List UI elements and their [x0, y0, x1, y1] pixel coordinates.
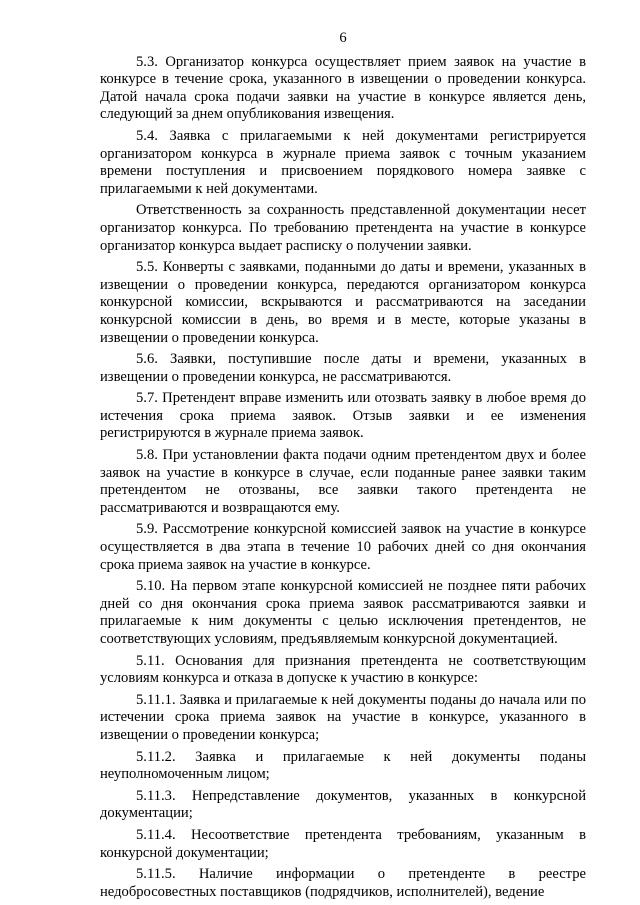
paragraph-5-11-5: 5.11.5. Наличие информации о претенденте в реестре недобросовестных поставщиков (подрядчиков, исполнителей), ведение	[100, 866, 586, 900]
paragraph-5-9: 5.9. Рассмотрение конкурсной комиссией заявок на участие в конкурсе осуществляется в два этапа в течение 10 рабочих дней со дня окончания срока приема заявок на участие в конкурсе.	[100, 521, 586, 573]
paragraph-5-3: 5.3. Организатор конкурса осуществляет прием заявок на участие в конкурсе в течение срока, указанного в извещении о проведении конкурса. Датой начала срока подачи заявки на участие в конкурсе является день, следующий за днем опубликования извещения.	[100, 53, 586, 123]
paragraph-5-7: 5.7. Претендент вправе изменить или отозвать заявку в любое время до истечения срока приема заявок. Отзыв заявки и ее изменения регистрируются в журнале приема заявок.	[100, 390, 586, 442]
paragraph-5-8: 5.8. При установлении факта подачи одним претендентом двух и более заявок на участие в конкурсе в случае, если поданные ранее заявки таким претендентом не отозваны, все заявки такого претендента не рассматриваются и возвращаются ему.	[100, 447, 586, 516]
paragraph-5-11-2: 5.11.2. Заявка и прилагаемые к ней документы поданы неуполномоченным лицом;	[100, 748, 586, 783]
paragraph-5-11-1: 5.11.1. Заявка и прилагаемые к ней документы поданы до начала или по истечении срока приема заявок на участие в конкурсе, указанного в извещении о проведении конкурса;	[100, 691, 586, 743]
paragraph-responsibility: Ответственность за сохранность представленной документации несет организатор конкурса. По требованию претендента на участие в конкурсе организатор конкурса выдает расписку о получении заявки.	[100, 202, 586, 254]
paragraph-5-6: 5.6. Заявки, поступившие после даты и времени, указанных в извещении о проведении конкурса, не рассматриваются.	[100, 351, 586, 385]
paragraph-5-11: 5.11. Основания для признания претендента не соответствующим условиям конкурса и отказа в допуске к участию в конкурсе:	[100, 652, 586, 687]
paragraph-5-4: 5.4. Заявка с прилагаемыми к ней документами регистрируется организатором конкурса в журнале приема заявок с точным указанием времени поступления и присвоением порядкового номера заявке с прилагаемыми к ней документами.	[100, 127, 586, 197]
paragraph-5-10: 5.10. На первом этапе конкурсной комиссией не позднее пяти рабочих дней со дня окончания срока приема заявок рассматриваются заявки и прилагаемые к ним документы с целью исключения претендентов, не соответствующих условиям, предъявляемым конкурсной документацией.	[100, 578, 586, 647]
paragraph-5-11-4: 5.11.4. Несоответствие претендента требованиям, указанным в конкурсной документации;	[100, 826, 586, 861]
page-number: 6	[339, 30, 347, 46]
paragraph-5-5: 5.5. Конверты с заявками, поданными до даты и времени, указанных в извещении о проведении конкурса, передаются организатором конкурса конкурсной комиссии, вскрываются и рассматриваются на заседании конкурсной комиссии в день, во время и в месте, которые указаны в извещении о проведении конкурса.	[100, 259, 586, 346]
paragraph-5-11-3: 5.11.3. Непредставление документов, указанных в конкурсной документации;	[100, 787, 586, 822]
